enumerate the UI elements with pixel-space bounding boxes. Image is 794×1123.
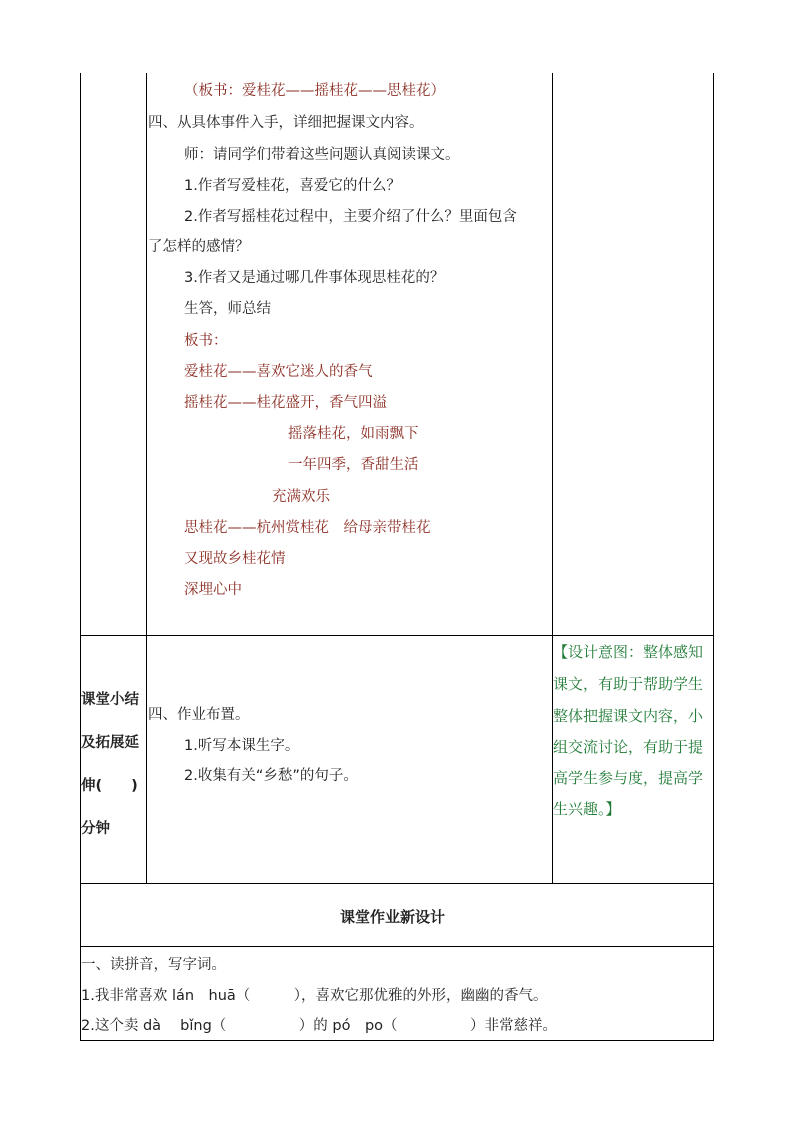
board-line-shake-4: 充满欢乐 <box>272 489 330 505</box>
table-border-right <box>713 73 714 1041</box>
board-label: 板书： <box>184 333 228 349</box>
board-line-shake-2: 摇落桂花，如雨飘下 <box>288 426 419 442</box>
step4-heading: 四、从具体事件入手，详细把握课文内容。 <box>148 115 424 131</box>
table-border-bottom <box>80 1040 714 1041</box>
design-intent-line3: 整体把握课文内容，小 <box>553 707 704 725</box>
question-2-line1: 2.作者写摇桂花过程中，主要介绍了什么？里面包含 <box>184 209 517 225</box>
summary-label-line2: 及拓展延 <box>81 735 139 751</box>
row-divider-2 <box>80 883 714 884</box>
homework-heading: 四、作业布置。 <box>148 707 250 723</box>
column-divider-1 <box>146 73 147 883</box>
summary-label-line1: 课堂小结 <box>81 692 139 708</box>
question-3: 3.作者又是通过哪几件事体现思桂花的？ <box>184 270 445 286</box>
summary-label-line4: 分钟 <box>81 821 110 837</box>
design-intent-line5: 高学生参与度，提高学 <box>553 769 704 787</box>
row-divider-1 <box>80 635 714 636</box>
summary-label-line3: 伸( ) <box>81 778 138 794</box>
homework-design-title: 课堂作业新设计 <box>340 908 446 926</box>
row-divider-3 <box>80 946 714 947</box>
board-line-love: 爱桂花——喜欢它迷人的香气 <box>184 364 373 380</box>
exercise-item-1: 1.我非常喜欢 lán huā（ ），喜欢它那优雅的外形，幽幽的香气。 <box>81 988 548 1004</box>
board-line-miss-3: 深埋心中 <box>184 582 242 598</box>
homework-item-2: 2.收集有关“乡愁”的句子。 <box>184 768 358 784</box>
design-intent-line6: 生兴趣。】 <box>553 800 621 818</box>
board-line-miss-2: 又现故乡桂花情 <box>184 551 286 567</box>
teacher-prompt: 师：请同学们带着这些问题认真阅读课文。 <box>184 147 460 163</box>
exercise-section-1: 一、读拼音，写字词。 <box>81 957 226 973</box>
board-note: （板书：爱桂花——摇桂花——思桂花） <box>184 83 445 99</box>
design-intent-line1: 【设计意图：整体感知 <box>553 643 704 661</box>
exercise-item-2: 2.这个卖 dà bǐng（ ）的 pó po（ ）非常慈祥。 <box>81 1018 558 1034</box>
column-divider-2 <box>552 73 553 883</box>
student-answer: 生答，师总结 <box>184 301 271 317</box>
table-border-left <box>80 73 81 1041</box>
homework-item-1: 1.听写本课生字。 <box>184 738 300 754</box>
design-intent-line4: 组交流讨论，有助于提 <box>553 738 704 756</box>
board-line-shake-3: 一年四季，香甜生活 <box>288 457 419 473</box>
question-1: 1.作者写爱桂花，喜爱它的什么？ <box>184 178 401 194</box>
board-line-shake: 摇桂花——桂花盛开，香气四溢 <box>184 395 387 411</box>
question-2-line2: 了怎样的感情？ <box>148 239 250 255</box>
design-intent-line2: 课文，有助于帮助学生 <box>553 675 704 693</box>
board-line-miss: 思桂花——杭州赏桂花 给母亲带桂花 <box>184 520 431 536</box>
